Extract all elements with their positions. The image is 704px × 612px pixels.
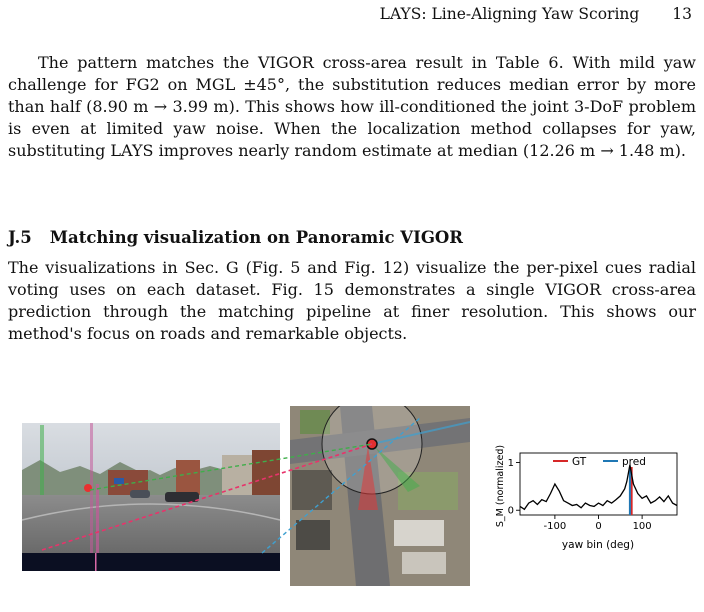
plot-frame: [520, 453, 677, 515]
x-tick-label: 0: [595, 521, 602, 532]
section-heading: [8, 228, 463, 247]
x-tick-label: -100: [543, 521, 567, 532]
section-number: J.5: [8, 228, 32, 247]
panorama-building-right: [222, 455, 252, 495]
legend-gt-label: GT: [572, 456, 587, 468]
panorama-building-far: [252, 450, 280, 495]
score-plot: [495, 445, 677, 551]
panorama-cue-green: [40, 425, 44, 495]
aerial-roof-3: [394, 520, 444, 546]
panorama-strip-marker: [95, 553, 97, 571]
figure-svg: [0, 400, 704, 600]
page-number: 13: [672, 5, 692, 23]
running-head-title: LAYS: Line-Aligning Yaw Scoring: [379, 5, 640, 23]
panorama-strip: [22, 553, 280, 571]
panorama-image: [22, 423, 280, 571]
aerial-image: [290, 400, 470, 586]
panorama-hotspot: [84, 484, 92, 492]
running-head: [380, 5, 692, 23]
panorama-gt-column: [96, 484, 99, 554]
y-tick-label: 1: [507, 458, 514, 470]
paragraph-results: The pattern matches the VIGOR cross-area result in Table 6. With mild yaw challenge for FG2 on MGL ±45°, the substitution reduces median error by more than half (8.90 m → 3.99 m). This shows how ill-conditioned the joint 3-DoF problem is even at limited yaw noise. When the localization method collapses for yaw, substituting LAYS improves nearly random estimate at median (12.26 m → 1.48 m).: [8, 53, 696, 160]
panorama-car-1: [165, 492, 199, 502]
y-tick-label: 0: [507, 505, 514, 517]
section-title: Matching visualization on Panoramic VIGOR: [49, 228, 463, 247]
aerial-roof-4: [402, 552, 446, 574]
panorama-sign: [114, 478, 124, 484]
x-axis-label: yaw bin (deg): [561, 539, 635, 551]
aerial-roof-1: [292, 470, 332, 510]
y-axis-label: S_M (normalized): [495, 444, 506, 528]
matching-figure: [0, 400, 704, 600]
legend-pred-label: pred: [622, 456, 646, 468]
aerial-roof-2: [296, 520, 330, 550]
panorama-building-mid: [176, 460, 200, 495]
paragraph-visualization: The visualizations in Sec. G (Fig. 5 and Fig. 12) visualize the per-pixel cues radial voting uses on each dataset. Fig. 15 demonstrates a single VIGOR cross-area prediction through the matching pipeline at finer resolution. This shows our method's focus on roads and remarkable objects.: [8, 258, 696, 343]
panorama-car-2: [130, 490, 150, 498]
x-tick-label: 100: [632, 521, 652, 532]
